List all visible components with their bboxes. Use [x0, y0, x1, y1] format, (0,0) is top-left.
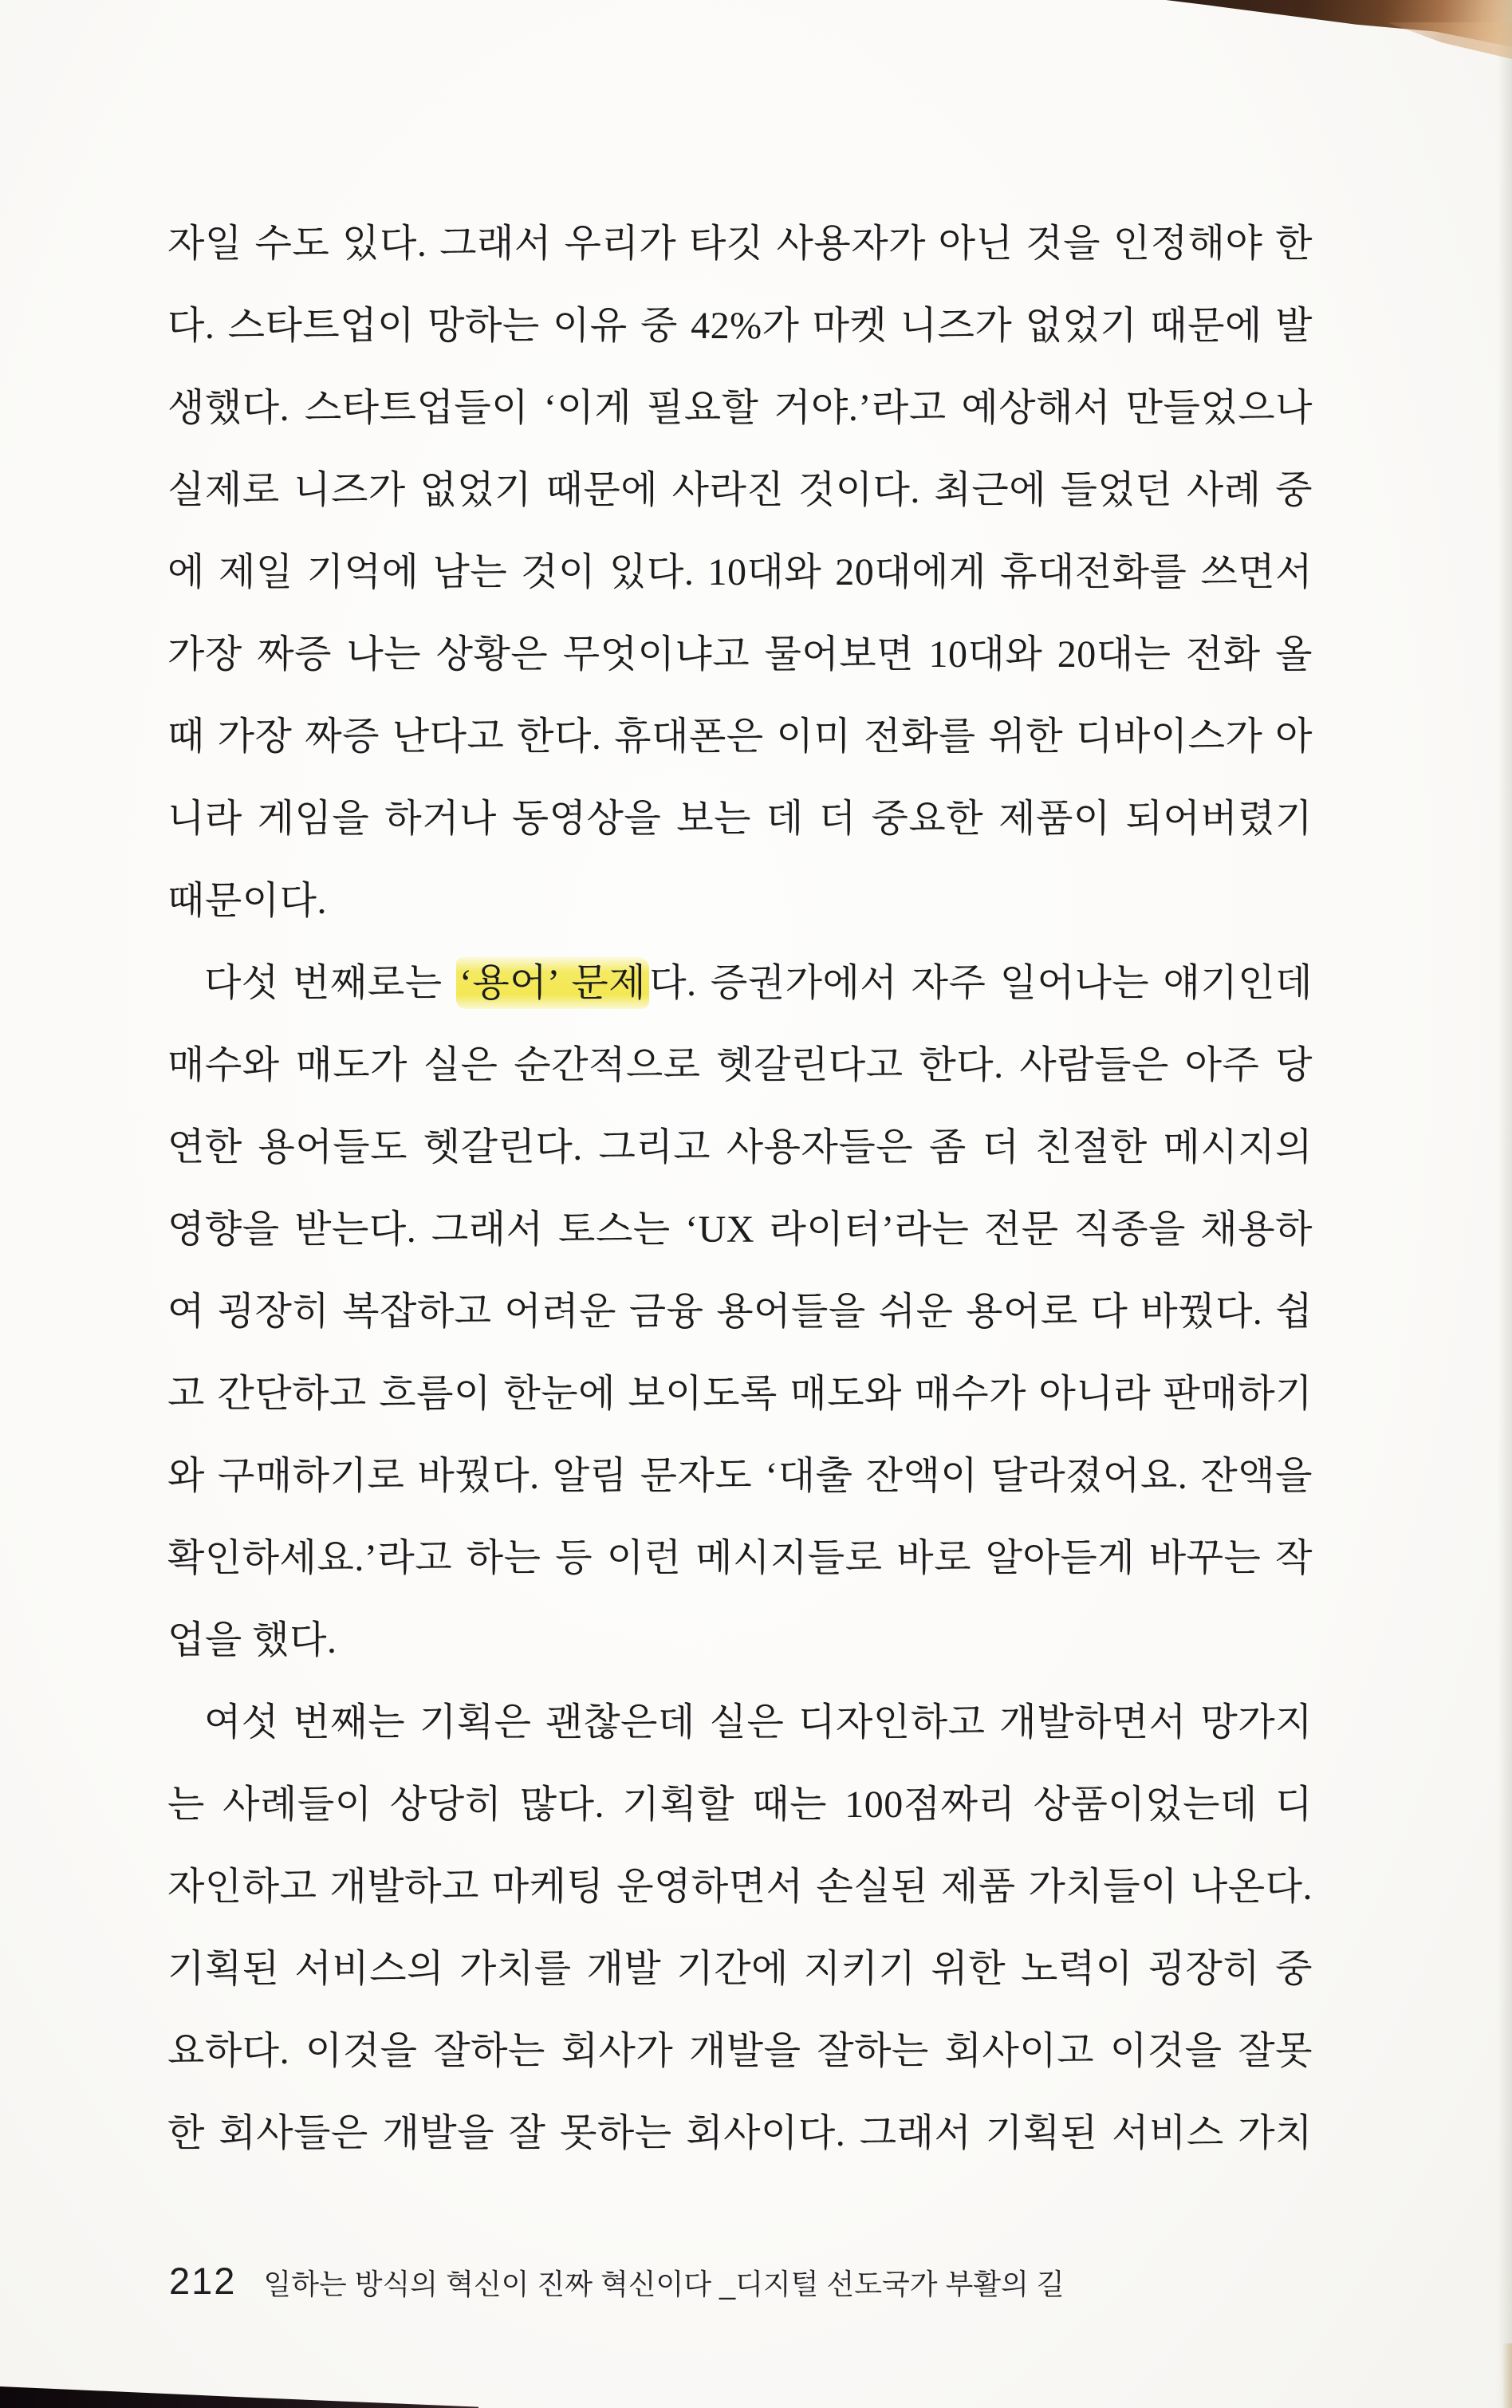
text-segment: 요하다. 이것을 잘하는 회사가 개발을 잘하는 회사이고 이것을 잘못 [167, 2030, 1313, 2072]
text-line [167, 778, 1313, 860]
page-curl-shadow [0, 2382, 478, 2408]
page-footer [169, 2259, 1065, 2303]
text-segment: 업을 했다. [167, 1619, 337, 1661]
footer-running-title: 일하는 방식의 혁신이 진짜 혁신이다 _디지털 선도국가 부활의 길 [263, 2268, 1065, 2300]
text-line [167, 696, 1313, 778]
text-line [167, 1106, 1313, 1188]
text-line [167, 285, 1313, 367]
text-segment: 한 회사들은 개발을 잘 못하는 회사이다. 그래서 기획된 서비스 가치 [167, 2112, 1313, 2154]
text-segment: 고 간단하고 흐름이 한눈에 보이도록 매도와 매수가 아니라 판매하기 [167, 1373, 1313, 1415]
text-line [167, 613, 1313, 696]
text-line [167, 449, 1313, 531]
text-segment: 영향을 받는다. 그래서 토스는 ‘UX 라이터’라는 전문 직종을 채용하 [167, 1208, 1313, 1251]
text-segment: 와 구매하기로 바꿨다. 알림 문자도 ‘대출 잔액이 달라졌어요. 잔액을 [167, 1455, 1313, 1497]
text-segment: 다. 스타트업이 망하는 이유 중 42%가 마켓 니즈가 없었기 때문에 발 [167, 305, 1313, 347]
text-segment: 기획된 서비스의 가치를 개발 기간에 지키기 위한 노력이 굉장히 중 [167, 1948, 1313, 1990]
text-segment: 자일 수도 있다. 그래서 우리가 타깃 사용자가 아닌 것을 인정해야 한 [167, 223, 1313, 265]
text-segment: 때 가장 짜증 난다고 한다. 휴대폰은 이미 전화를 위한 디바이스가 아 [167, 715, 1313, 758]
text-line [167, 1599, 1313, 1681]
text-line [167, 1353, 1313, 1435]
text-line [167, 2092, 1313, 2174]
text-segment: 가장 짜증 나는 상황은 무엇이냐고 물어보면 10대와 20대는 전화 올 [167, 633, 1313, 676]
text-segment: 확인하세요.’라고 하는 등 이런 메시지들로 바로 알아듣게 바꾸는 작 [167, 1537, 1313, 1579]
text-line [167, 203, 1313, 285]
text-segment: 매수와 매도가 실은 순간적으로 헷갈린다고 한다. 사람들은 아주 당 [167, 1044, 1313, 1086]
text-line [167, 1517, 1313, 1599]
text-line [167, 1024, 1313, 1106]
text-line [167, 1188, 1313, 1271]
text-line [167, 1435, 1313, 1517]
text-line [167, 942, 1313, 1024]
text-segment: 여 굉장히 복잡하고 어려운 금융 용어들을 쉬운 용어로 다 바꿨다. 쉽 [167, 1291, 1313, 1333]
page-number: 212 [169, 2260, 237, 2302]
text-segment: 에 제일 기억에 남는 것이 있다. 10대와 20대에게 휴대전화를 쓰면서 [167, 551, 1313, 593]
text-line [167, 1764, 1313, 1846]
text-segment: 생했다. 스타트업들이 ‘이게 필요할 거야.’라고 예상해서 만들었으나 [167, 387, 1313, 429]
page-edge-shading [1498, 0, 1512, 2408]
text-segment: 니라 게임을 하거나 동영상을 보는 데 더 중요한 제품이 되어버렸기 [167, 798, 1313, 840]
highlighted-text: ‘용어’ 문제 [456, 957, 649, 1009]
body-text-block [167, 203, 1313, 2174]
desk-corner-streak [1356, 22, 1512, 59]
text-segment: 는 사례들이 상당히 많다. 기획할 때는 100점짜리 상품이었는데 디 [167, 1783, 1313, 1826]
text-line [167, 1271, 1313, 1353]
text-line [167, 1846, 1313, 1928]
text-segment: 실제로 니즈가 없었기 때문에 사라진 것이다. 최근에 들었던 사례 중 [167, 469, 1313, 511]
text-segment: 연한 용어들도 헷갈린다. 그리고 사용자들은 좀 더 친절한 메시지의 [167, 1126, 1313, 1169]
text-segment: 다. 증권가에서 자주 일어나는 얘기인데 [649, 962, 1313, 1004]
page-bottom-edge-tint [1502, 2343, 1512, 2408]
text-line [167, 860, 1313, 942]
text-line [167, 2010, 1313, 2092]
text-line [167, 531, 1313, 613]
text-line [167, 367, 1313, 449]
text-segment: 때문이다. [167, 880, 327, 922]
text-line [167, 1928, 1313, 2010]
text-segment: 다섯 번째로는 [204, 962, 456, 1004]
text-segment: 여섯 번째는 기획은 괜찮은데 실은 디자인하고 개발하면서 망가지 [204, 1701, 1313, 1744]
text-line [167, 1681, 1313, 1764]
text-segment: 자인하고 개발하고 마케팅 운영하면서 손실된 제품 가치들이 나온다. [167, 1866, 1313, 1908]
